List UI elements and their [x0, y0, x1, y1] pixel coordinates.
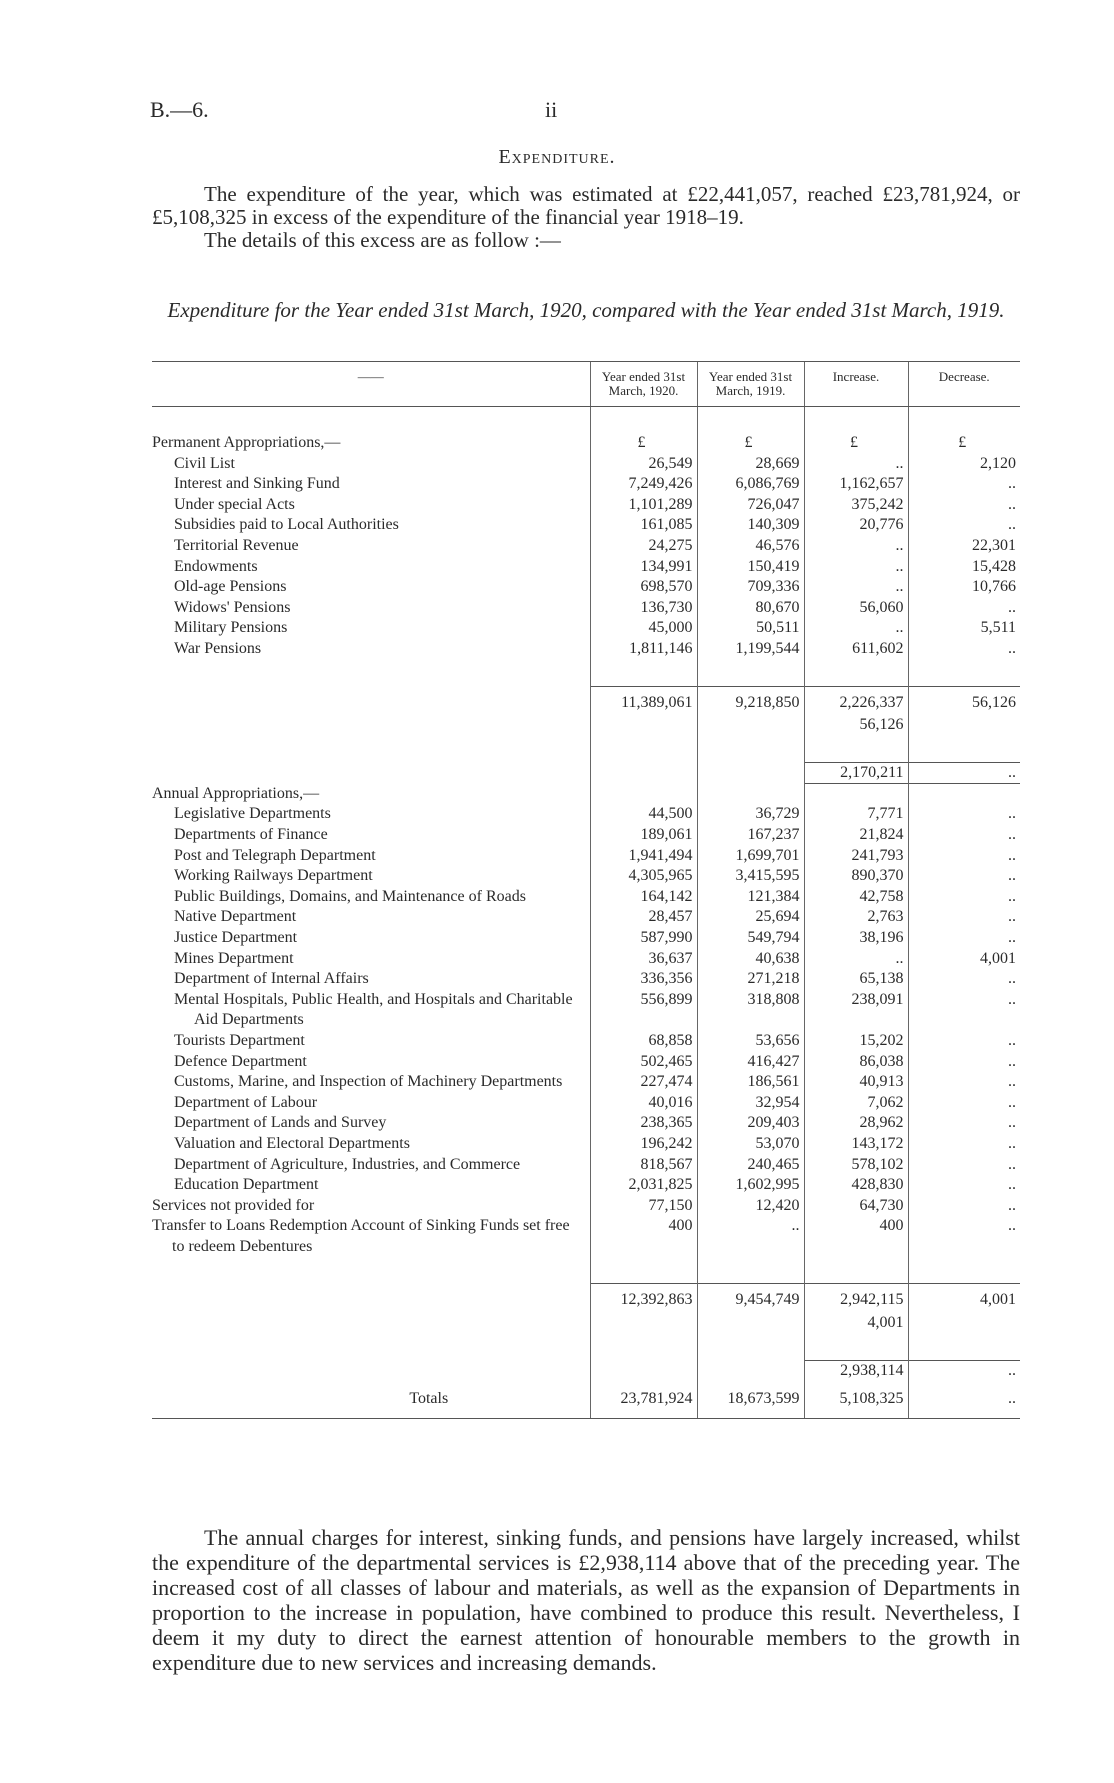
subtotal-y1919: 9,218,850 — [697, 686, 804, 713]
row-label — [152, 557, 590, 578]
cell-y1919: 53,070 — [697, 1134, 804, 1155]
row-label — [152, 949, 590, 970]
row-label-text: Legislative Departments — [174, 805, 331, 823]
cell-inc: .. — [804, 577, 908, 598]
cell-y1920: 164,142 — [590, 887, 697, 908]
totals-y1919: 18,673,599 — [697, 1381, 804, 1418]
cell-y1920: 4,305,965 — [590, 866, 697, 887]
cell-y1919: 25,694 — [697, 907, 804, 928]
cell-inc: 578,102 — [804, 1155, 908, 1176]
cell-inc: 42,758 — [804, 887, 908, 908]
table-row — [152, 949, 1020, 970]
empty-cell — [697, 1311, 804, 1334]
cell-dec: 22,301 — [908, 536, 1020, 557]
subtotal-label — [152, 1284, 590, 1311]
row-label — [152, 969, 590, 990]
cell-y1920: 134,991 — [590, 557, 697, 578]
row-label — [152, 577, 590, 598]
totals-row — [152, 1381, 1020, 1418]
cell-y1919: 186,561 — [697, 1072, 804, 1093]
cell-dec: .. — [908, 1196, 1020, 1217]
cell-dec: .. — [908, 1175, 1020, 1196]
row-label-text: Valuation and Electoral Departments — [174, 1134, 410, 1152]
section-heading: Permanent Appropriations,— — [152, 434, 341, 451]
empty-cell — [908, 713, 1020, 736]
row-label — [152, 1031, 590, 1052]
cell-inc: 86,038 — [804, 1052, 908, 1073]
subtotal-dec: 4,001 — [908, 1284, 1020, 1311]
row-label-text: Post and Telegraph Department — [174, 846, 376, 864]
table-row — [152, 1052, 1020, 1073]
row-label-text: Transfer to Loans Redemption Account of Sinking Funds set free to redeem Debentures — [152, 1217, 570, 1255]
currency-symbol: £ — [697, 433, 804, 454]
cell-y1920: 227,474 — [590, 1072, 697, 1093]
empty-cell — [590, 713, 697, 736]
cell-inc: 7,771 — [804, 804, 908, 825]
row-label — [152, 598, 590, 619]
cell-y1919: 6,086,769 — [697, 474, 804, 495]
subtotal-less: 4,001 — [804, 1311, 908, 1334]
subtotal-less: 56,126 — [804, 713, 908, 736]
cell-inc: 65,138 — [804, 969, 908, 990]
row-label-text: Endowments — [174, 557, 258, 575]
currency-symbol: £ — [804, 433, 908, 454]
cell-inc: 238,091 — [804, 990, 908, 1031]
section-title: Expenditure. — [498, 146, 616, 168]
table-row — [152, 515, 1020, 536]
row-label-text: Customs, Marine, and Inspection of Machinery Departments — [174, 1073, 563, 1091]
cell-inc: 28,962 — [804, 1113, 908, 1134]
subtotal-y1920: 11,389,061 — [590, 686, 697, 713]
cell-inc: 375,242 — [804, 495, 908, 516]
totals-y1920: 23,781,924 — [590, 1381, 697, 1418]
cell-y1919: 46,576 — [697, 536, 804, 557]
cell-y1920: 68,858 — [590, 1031, 697, 1052]
cell-inc: 890,370 — [804, 866, 908, 887]
empty-cell — [697, 1360, 804, 1381]
cell-inc: .. — [804, 536, 908, 557]
row-label — [152, 495, 590, 516]
table-row — [152, 639, 1020, 660]
cell-dec: .. — [908, 1134, 1020, 1155]
net-row — [152, 1360, 1020, 1381]
table-row — [152, 907, 1020, 928]
cell-y1920: 161,085 — [590, 515, 697, 536]
cell-y1920: 7,249,426 — [590, 474, 697, 495]
cell-y1920: 26,549 — [590, 454, 697, 475]
cell-dec: .. — [908, 1216, 1020, 1257]
cell-dec: .. — [908, 598, 1020, 619]
cell-y1919: 549,794 — [697, 928, 804, 949]
cell-dec: .. — [908, 804, 1020, 825]
intro-paragraph: The details of this excess are as follow :— — [204, 228, 561, 252]
row-label-text: Widows' Pensions — [174, 598, 291, 616]
cell-dec: .. — [908, 639, 1020, 660]
cell-y1919: 1,199,544 — [697, 639, 804, 660]
table-row — [152, 495, 1020, 516]
cell-inc: 611,602 — [804, 639, 908, 660]
row-label-text: Justice Department — [174, 928, 298, 946]
net-label — [152, 762, 590, 784]
cell-dec: .. — [908, 928, 1020, 949]
closing-paragraph: The annual charges for interest, sinking funds, and pensions have largely increased, whilst the expenditure of the departmental services is £2,938,114 above that of the preceding year. The increased cost of all classes of labour and materials, as well as the expansion of Departments in proportion to the increase in population, have combined to produce this result. Nevertheless, I deem it my duty to direct the earnest attention of honourable members to the growth in expenditure due to new services and increasing demands. — [152, 1525, 1020, 1675]
row-label-text: Mines Department — [174, 949, 294, 967]
row-label — [152, 536, 590, 557]
table-row — [152, 1216, 1020, 1257]
row-label — [152, 1072, 590, 1093]
table-row — [152, 866, 1020, 887]
table-header-row — [152, 362, 1020, 407]
cell-inc: 38,196 — [804, 928, 908, 949]
row-label-text: Defence Department — [174, 1052, 307, 1070]
cell-inc: 1,162,657 — [804, 474, 908, 495]
expenditure-table — [152, 361, 1020, 1419]
cell-y1920: 44,500 — [590, 804, 697, 825]
table-row — [152, 887, 1020, 908]
cell-y1919: 271,218 — [697, 969, 804, 990]
cell-y1919: 1,602,995 — [697, 1175, 804, 1196]
cell-y1919: 209,403 — [697, 1113, 804, 1134]
cell-inc: .. — [804, 949, 908, 970]
empty-cell — [590, 1360, 697, 1381]
column-header: Year ended 31st March, 1919. — [697, 362, 804, 407]
cell-inc: 20,776 — [804, 515, 908, 536]
row-label — [152, 454, 590, 475]
subtotal-label — [152, 686, 590, 713]
cell-y1919: 240,465 — [697, 1155, 804, 1176]
cell-inc: 7,062 — [804, 1093, 908, 1114]
cell-dec: .. — [908, 1072, 1020, 1093]
row-label — [152, 1134, 590, 1155]
cell-dec: .. — [908, 990, 1020, 1031]
subtotal-label — [152, 713, 590, 736]
cell-inc: 21,824 — [804, 825, 908, 846]
table-row — [152, 784, 1020, 805]
row-label-text: Mental Hospitals, Public Health, and Hospitals and Charitable Aid Departments — [174, 990, 573, 1029]
column-header: Year ended 31st March, 1920. — [590, 362, 697, 407]
subtotal-dec: 56,126 — [908, 686, 1020, 713]
cell-dec: .. — [908, 1093, 1020, 1114]
cell-y1919: 140,309 — [697, 515, 804, 536]
row-label — [152, 474, 590, 495]
table-row — [152, 1175, 1020, 1196]
cell-y1919: 12,420 — [697, 1196, 804, 1217]
row-label-text: Departments of Finance — [174, 826, 328, 843]
currency-symbol: £ — [908, 433, 1020, 454]
subtotal-inc: 2,942,115 — [804, 1284, 908, 1311]
table-row — [152, 577, 1020, 598]
cell-y1919: 1,699,701 — [697, 846, 804, 867]
cell-y1920: 36,637 — [590, 949, 697, 970]
empty-cell — [590, 762, 697, 784]
currency-symbol: £ — [590, 433, 697, 454]
cell-y1919: 318,808 — [697, 990, 804, 1031]
cell-y1920: 136,730 — [590, 598, 697, 619]
row-label-text: Department of Lands and Survey — [174, 1114, 387, 1132]
cell-y1920: 587,990 — [590, 928, 697, 949]
cell-y1919: 28,669 — [697, 454, 804, 475]
cell-y1920: 28,457 — [590, 907, 697, 928]
totals-label: Totals — [152, 1381, 590, 1418]
cell-y1920: 40,016 — [590, 1093, 697, 1114]
cell-y1920: 77,150 — [590, 1196, 697, 1217]
intro-text — [152, 183, 1020, 252]
cell-y1919: 3,415,595 — [697, 866, 804, 887]
cell-y1920: 336,356 — [590, 969, 697, 990]
cell-dec: .. — [908, 1155, 1020, 1176]
cell-inc: 428,830 — [804, 1175, 908, 1196]
empty-cell — [697, 713, 804, 736]
empty-cell — [697, 762, 804, 784]
row-label — [152, 1093, 590, 1114]
cell-inc: 241,793 — [804, 846, 908, 867]
cell-inc: 40,913 — [804, 1072, 908, 1093]
subtotal-y1919: 9,454,749 — [697, 1284, 804, 1311]
table-row — [152, 969, 1020, 990]
subtotal-less-row — [152, 713, 1020, 736]
cell-dec: 4,001 — [908, 949, 1020, 970]
table-body — [152, 407, 1020, 1419]
net-decrease: .. — [908, 762, 1020, 784]
table-row — [152, 1134, 1020, 1155]
cell-y1919: 40,638 — [697, 949, 804, 970]
row-label — [152, 1216, 590, 1257]
cell-y1920: 556,899 — [590, 990, 697, 1031]
row-label — [152, 1175, 590, 1196]
cell-dec: .. — [908, 907, 1020, 928]
cell-y1920: 196,242 — [590, 1134, 697, 1155]
table-caption: Expenditure for the Year ended 31st March, 1920, compared with the Year ended 31st March, 1919. — [167, 298, 1005, 322]
cell-dec: 2,120 — [908, 454, 1020, 475]
row-label-text: Department of Labour — [174, 1093, 318, 1111]
row-label-text: Services not provided for — [152, 1196, 315, 1214]
cell-y1919: 80,670 — [697, 598, 804, 619]
cell-dec: 10,766 — [908, 577, 1020, 598]
cell-inc: 15,202 — [804, 1031, 908, 1052]
cell-y1919: 121,384 — [697, 887, 804, 908]
page-number: ii — [545, 97, 558, 122]
row-label-text: War Pensions — [174, 639, 262, 657]
cell-inc: .. — [804, 454, 908, 475]
cell-dec: .. — [908, 969, 1020, 990]
cell-y1920: 1,941,494 — [590, 846, 697, 867]
table-row — [152, 536, 1020, 557]
row-label-text: Education Department — [174, 1176, 319, 1194]
row-label-text: Old-age Pensions — [174, 578, 287, 596]
row-label — [152, 804, 590, 825]
empty-cell — [697, 784, 804, 805]
cell-dec: 15,428 — [908, 557, 1020, 578]
cell-inc: 56,060 — [804, 598, 908, 619]
column-header: Decrease. — [908, 362, 1020, 407]
net-increase: 2,170,211 — [804, 762, 908, 784]
cell-y1920: 400 — [590, 1216, 697, 1257]
cell-dec: .. — [908, 846, 1020, 867]
section-heading: Annual Appropriations,— — [152, 784, 320, 802]
table-row — [152, 804, 1020, 825]
table-row — [152, 928, 1020, 949]
table-row — [152, 990, 1020, 1031]
row-label-text: Department of Agriculture, Industries, and Commerce — [174, 1155, 521, 1173]
cell-dec: .. — [908, 1052, 1020, 1073]
subtotal-label — [152, 1311, 590, 1334]
cell-inc: 400 — [804, 1216, 908, 1257]
net-increase: 2,938,114 — [804, 1360, 908, 1381]
cell-dec: .. — [908, 866, 1020, 887]
subtotal-inc: 2,226,337 — [804, 686, 908, 713]
column-header: Increase. — [804, 362, 908, 407]
document-reference: B.—6. — [150, 97, 209, 122]
row-label-text: Interest and Sinking Fund — [174, 475, 340, 493]
cell-y1919: 36,729 — [697, 804, 804, 825]
column-header: —— — [152, 362, 590, 407]
row-label-text: Military Pensions — [174, 619, 288, 637]
cell-dec: .. — [908, 887, 1020, 908]
row-label — [152, 1113, 590, 1134]
cell-y1919: 150,419 — [697, 557, 804, 578]
table-row — [152, 618, 1020, 639]
empty-cell — [908, 1311, 1020, 1334]
cell-y1919: 726,047 — [697, 495, 804, 516]
cell-y1919: 709,336 — [697, 577, 804, 598]
cell-y1920: 818,567 — [590, 1155, 697, 1176]
row-label — [152, 515, 590, 536]
cell-dec: 5,511 — [908, 618, 1020, 639]
cell-dec: .. — [908, 515, 1020, 536]
row-label — [152, 887, 590, 908]
cell-dec: .. — [908, 1031, 1020, 1052]
empty-cell — [908, 784, 1020, 805]
row-label — [152, 928, 590, 949]
table-row — [152, 846, 1020, 867]
subtotal-row — [152, 1284, 1020, 1311]
net-label — [152, 1360, 590, 1381]
cell-dec: .. — [908, 474, 1020, 495]
cell-y1919: .. — [697, 1216, 804, 1257]
cell-y1919: 416,427 — [697, 1052, 804, 1073]
row-label-text: Tourists Department — [174, 1031, 305, 1049]
table-row — [152, 454, 1020, 475]
row-label-text: Department of Internal Affairs — [174, 970, 369, 988]
row-label — [152, 907, 590, 928]
cell-dec: .. — [908, 825, 1020, 846]
cell-y1920: 502,465 — [590, 1052, 697, 1073]
closing-text — [152, 1525, 1020, 1675]
row-label-text: Working Railways Department — [174, 867, 373, 885]
empty-cell — [590, 784, 697, 805]
empty-cell — [590, 1311, 697, 1334]
row-label-text: Civil List — [174, 454, 235, 472]
table-row — [152, 1113, 1020, 1134]
cell-y1920: 238,365 — [590, 1113, 697, 1134]
row-label-text: Public Buildings, Domains, and Maintenance of Roads — [174, 887, 526, 905]
subtotal-less-row — [152, 1311, 1020, 1334]
row-label — [152, 1196, 590, 1217]
cell-inc: 64,730 — [804, 1196, 908, 1217]
row-label-text: Subsidies paid to Local Authorities — [174, 516, 399, 534]
table-row — [152, 1072, 1020, 1093]
net-decrease: .. — [908, 1360, 1020, 1381]
row-label — [152, 618, 590, 639]
row-label-text: Under special Acts — [174, 495, 295, 513]
row-label — [152, 1155, 590, 1176]
row-label — [152, 866, 590, 887]
net-row — [152, 762, 1020, 784]
row-label — [152, 1052, 590, 1073]
table-row — [152, 1155, 1020, 1176]
row-label-text: Native Department — [174, 908, 297, 926]
table-row — [152, 1031, 1020, 1052]
cell-inc: 2,763 — [804, 907, 908, 928]
cell-inc: .. — [804, 557, 908, 578]
cell-y1920: 698,570 — [590, 577, 697, 598]
subtotal-y1920: 12,392,863 — [590, 1284, 697, 1311]
table-row — [152, 598, 1020, 619]
row-label — [152, 990, 590, 1031]
cell-y1919: 50,511 — [697, 618, 804, 639]
table-row — [152, 557, 1020, 578]
cell-y1920: 1,101,289 — [590, 495, 697, 516]
intro-paragraph: The expenditure of the year, which was estimated at £22,441,057, reached £23,781,924, or £5,108,325 in excess of the expenditure of the financial year 1918–19. — [152, 182, 1020, 229]
cell-y1920: 45,000 — [590, 618, 697, 639]
table-row — [152, 433, 1020, 454]
row-label — [152, 639, 590, 660]
row-label-text: Territorial Revenue — [174, 536, 299, 554]
table-row — [152, 825, 1020, 846]
subtotal-row — [152, 686, 1020, 713]
cell-y1920: 24,275 — [590, 536, 697, 557]
row-label — [152, 825, 590, 846]
cell-y1919: 167,237 — [697, 825, 804, 846]
totals-inc: 5,108,325 — [804, 1381, 908, 1418]
cell-inc: .. — [804, 618, 908, 639]
cell-y1919: 53,656 — [697, 1031, 804, 1052]
empty-cell — [804, 784, 908, 805]
cell-y1920: 1,811,146 — [590, 639, 697, 660]
table-row — [152, 474, 1020, 495]
cell-inc: 143,172 — [804, 1134, 908, 1155]
table-row — [152, 1196, 1020, 1217]
totals-dec: .. — [908, 1381, 1020, 1418]
cell-dec: .. — [908, 1113, 1020, 1134]
row-label — [152, 846, 590, 867]
cell-y1920: 189,061 — [590, 825, 697, 846]
cell-y1919: 32,954 — [697, 1093, 804, 1114]
cell-y1920: 2,031,825 — [590, 1175, 697, 1196]
table-row — [152, 1093, 1020, 1114]
cell-dec: .. — [908, 495, 1020, 516]
